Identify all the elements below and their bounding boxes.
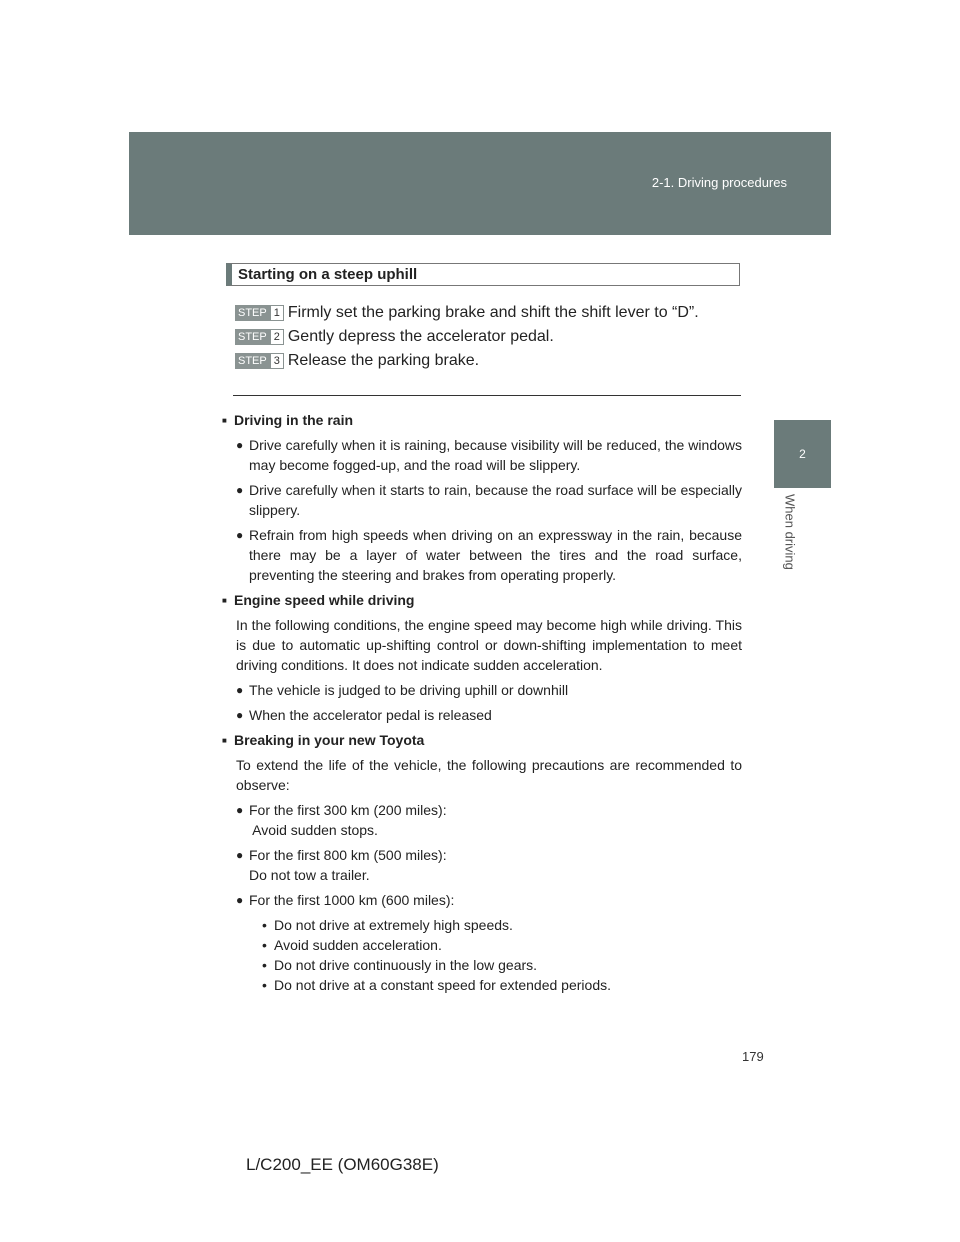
list-item: ● The vehicle is judged to be driving uphill or downhill: [236, 682, 569, 698]
step-text: Firmly set the parking brake and shift the shift lever to “D”.: [287, 304, 699, 321]
section-title: 2-1. Driving procedures: [651, 175, 787, 190]
chapter-tab: [774, 420, 831, 488]
sub-list-item: • Avoid sudden acceleration.: [262, 937, 442, 953]
list-item: ● When the accelerator pedal is released: [236, 707, 492, 723]
chapter-label: When driving: [782, 494, 798, 570]
topic-heading: ■ Driving in the rain: [222, 410, 742, 431]
list-item: ● Drive carefully when it is raining, because visibility will be reduced, the windows may become fogged-up, and the road will be slippery.: [236, 437, 742, 473]
list-item: ● Refrain from high speeds when driving on an expressway in the rain, because there may be a layer of water between the tires and the road surface, preventing the steering and brakes from operating properly.: [236, 527, 742, 583]
bullet-dot-icon: ●: [236, 848, 244, 862]
bullet-dot-icon: ●: [236, 483, 244, 497]
step-badge: [235, 329, 284, 345]
sub-list-item: • Do not drive at a constant speed for extended periods.: [262, 977, 611, 993]
paragraph: In the following conditions, the engine speed may become high while driving. This is due to automatic up-shifting control or down-shifting implementation to meet driving conditions. It does not indicate sudden acceleration.: [236, 617, 742, 673]
step-text: Release the parking brake.: [287, 352, 480, 369]
bullet-dot-icon: ●: [236, 708, 244, 722]
section-heading: Starting on a steep uphill: [238, 266, 418, 283]
square-bullet-icon: ■: [222, 416, 227, 425]
step-number: 2: [270, 329, 284, 345]
square-bullet-icon: ■: [222, 736, 227, 745]
header-band: [129, 132, 831, 235]
step-row: [235, 304, 699, 322]
section-heading-box: [226, 263, 740, 286]
step-badge: [235, 305, 284, 321]
bullet-dot-icon: ●: [236, 893, 244, 907]
step-badge: [235, 353, 284, 369]
step-number: 3: [270, 353, 284, 369]
sub-list: [222, 915, 742, 995]
step-text: Gently depress the accelerator pedal.: [287, 328, 554, 345]
step-word: STEP: [235, 353, 270, 369]
chapter-number: 2: [799, 447, 806, 461]
topic-heading: ■ Breaking in your new Toyota: [222, 730, 742, 751]
step-number: 1: [270, 305, 284, 321]
bullet-dot-icon: ●: [236, 438, 244, 452]
bullet-dot-icon: ●: [236, 683, 244, 697]
sub-list-item: • Do not drive at extremely high speeds.: [262, 917, 513, 933]
notes-content: [222, 410, 742, 995]
step-word: STEP: [235, 329, 270, 345]
sub-list-item: • Do not drive continuously in the low gears.: [262, 957, 538, 973]
bullet-dot-icon: ●: [236, 528, 244, 542]
list-item: ● For the first 1000 km (600 miles):: [236, 892, 455, 908]
paragraph: To extend the life of the vehicle, the following precautions are recommended to observe:: [236, 757, 742, 793]
model-code: L/C200_EE (OM60G38E): [246, 1155, 439, 1174]
step-row: [235, 328, 554, 346]
step-row: [235, 352, 479, 370]
list-item: ● For the first 800 km (500 miles): Do not tow a trailer.: [236, 847, 447, 883]
topic-heading: ■ Engine speed while driving: [222, 590, 742, 611]
step-word: STEP: [235, 305, 270, 321]
square-bullet-icon: ■: [222, 596, 227, 605]
page-number: 179: [742, 1049, 764, 1064]
list-item: ● Drive carefully when it starts to rain, because the road surface will be especially slippery.: [236, 482, 742, 518]
bullet-dot-icon: ●: [236, 803, 244, 817]
list-item: ● For the first 300 km (200 miles): Avoid sudden stops.: [236, 802, 447, 838]
divider: [233, 395, 741, 396]
